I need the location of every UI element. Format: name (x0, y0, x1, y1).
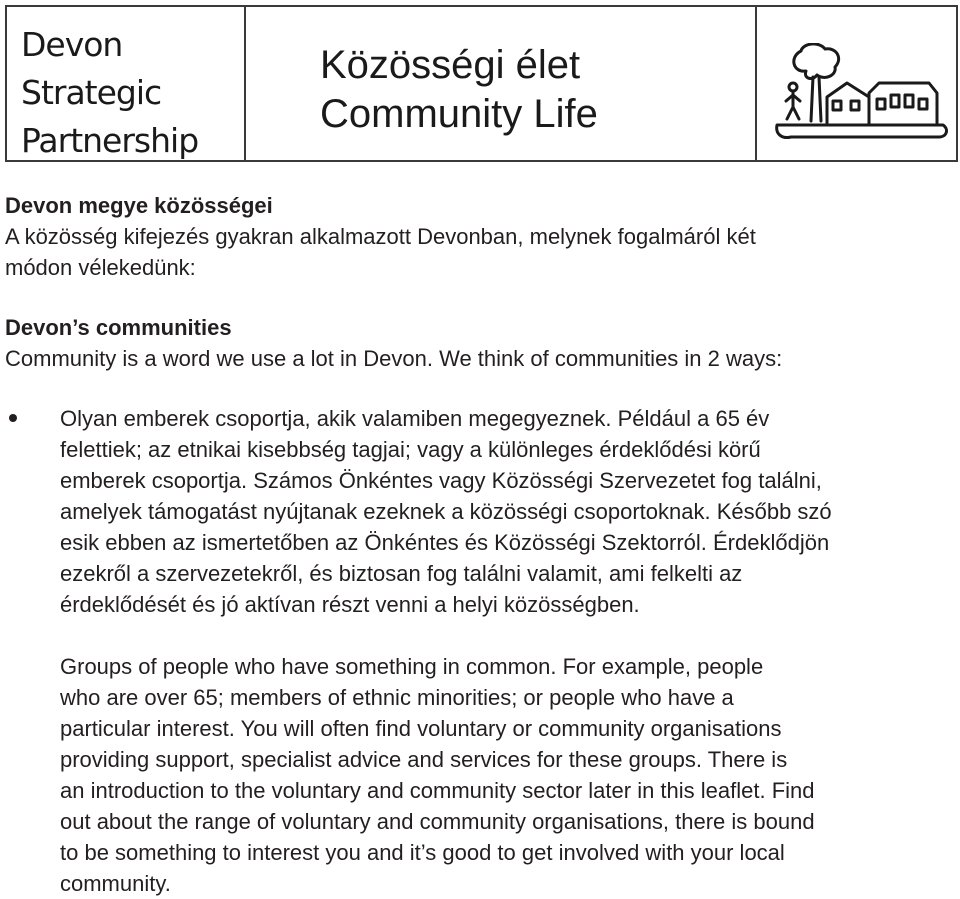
section-heading-english: Devon’s communities (5, 315, 232, 340)
bullet-line-english: to be something to interest you and it’s good to get involved with your local (60, 840, 785, 865)
paragraph-line: Community is a word we use a lot in Devon. We think of communities in 2 ways: (5, 346, 783, 371)
logo-cell (757, 7, 956, 160)
bullet-line-hungarian: emberek csoportja. Számos Önkéntes vagy Közösségi Szervezetet fog találni, (60, 468, 822, 493)
page-title-english: Community Life (320, 92, 598, 136)
org-name-line: Devon (21, 25, 123, 64)
bullet-line-english: particular interest. You will often find voluntary or community organisations (60, 716, 782, 741)
bullet-dot-icon (9, 414, 17, 422)
paragraph-line: módon vélekedünk: (5, 255, 196, 280)
bullet-line-english: Groups of people who have something in common. For example, people (60, 654, 764, 679)
bullet-line-hungarian: Olyan emberek csoportja, akik valamiben megegyeznek. Például a 65 év (60, 406, 770, 431)
bullet-line-english: out about the range of voluntary and community organisations, there is bound (60, 809, 815, 834)
org-name-line: Strategic (21, 73, 162, 112)
page-title-hungarian: Közösségi élet (320, 43, 581, 87)
bullet-text (60, 403, 955, 899)
org-name-line: Partnership (21, 121, 199, 160)
bullet-line-hungarian: felettiek; az etnikai kisebbség tagjai; vagy a különleges érdeklődési körű (60, 437, 761, 462)
community-houses-tree-icon (771, 43, 951, 143)
bullet-line-hungarian: amelyek támogatást nyújtanak ezeknek a közösségi csoportoknak. Később szó (60, 499, 832, 524)
organisation-name-cell (7, 7, 246, 160)
bullet-line-english: providing support, specialist advice and services for these groups. There is (60, 747, 788, 772)
bullet-line-hungarian: ezekről a szervezetekről, és biztosan fog találni valamit, ami felkelti az (60, 561, 743, 586)
bullet-line-english: who are over 65; members of ethnic minorities; or people who have a (60, 685, 734, 710)
section-heading-hungarian: Devon megye közösségei (5, 193, 273, 218)
bullet-line-hungarian: érdeklődését és jó aktívan részt venni a helyi közösségben. (60, 592, 640, 617)
paragraph-line: A közösség kifejezés gyakran alkalmazott Devonban, melynek fogalmáról két (5, 224, 756, 249)
bullet-line-english: an introduction to the voluntary and community sector later in this leaflet. Find (60, 778, 815, 803)
bullet-item (5, 403, 955, 899)
page-title-cell (246, 7, 757, 160)
header-table (5, 5, 958, 162)
bullet-line-hungarian: esik ebben az ismertetőben az Önkéntes és Közösségi Szektorról. Érdeklődjön (60, 530, 830, 555)
bullet-line-english: community. (60, 871, 171, 896)
intro-section (5, 190, 955, 374)
